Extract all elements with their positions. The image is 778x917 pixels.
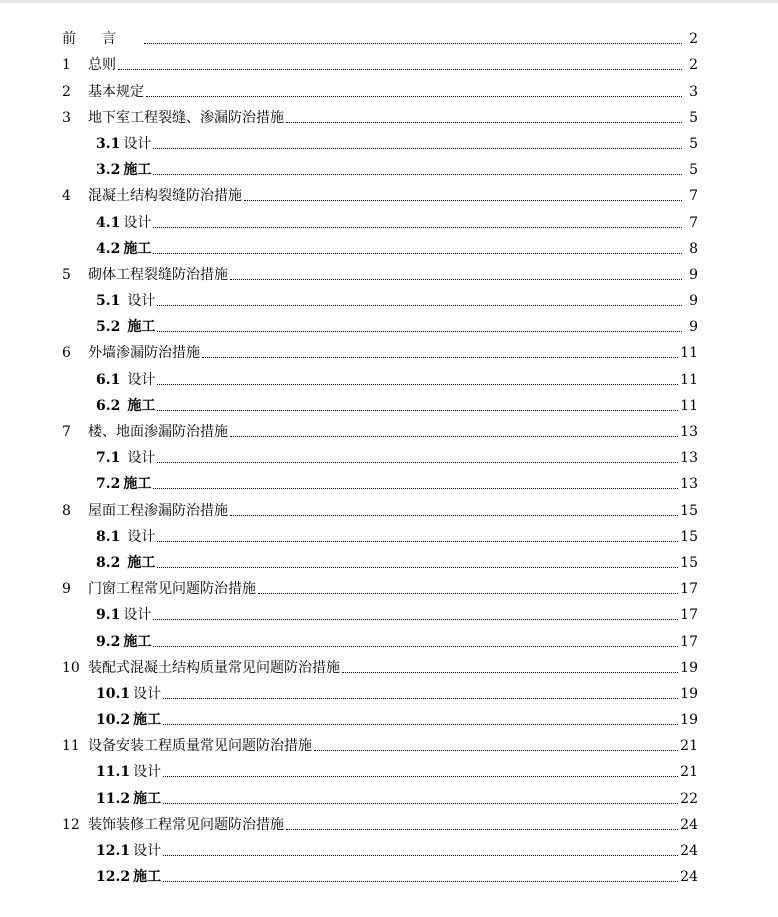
toc-section-entry[interactable] (62, 206, 698, 232)
toc-entry-number: 8 (62, 502, 71, 519)
toc-entry-number: 7.2 (96, 476, 121, 493)
toc-section-entry[interactable] (62, 861, 698, 887)
toc-dot-leader (258, 592, 678, 594)
toc-entry-number: 10.1 (96, 685, 131, 702)
toc-entry-title: 前言 (62, 31, 142, 48)
toc-entry-title: 设计 (133, 764, 162, 781)
toc-dot-leader (157, 330, 682, 332)
toc-page-number: 19 (680, 712, 698, 729)
toc-entry-title: 设计 (127, 528, 156, 545)
toc-chapter-entry[interactable] (62, 573, 698, 599)
toc-entry-number: 2 (62, 83, 71, 100)
toc-page-number: 19 (680, 659, 698, 676)
toc-page-number: 21 (680, 738, 698, 755)
toc-page-number: 13 (680, 476, 698, 493)
toc-entry-title: 施工 (127, 319, 156, 336)
toc-dot-leader (153, 226, 682, 228)
toc-chapter-entry[interactable] (62, 23, 698, 49)
toc-entry-title: 设计 (133, 685, 162, 702)
toc-dot-leader (157, 304, 682, 306)
toc-section-entry[interactable] (62, 233, 698, 259)
toc-dot-leader (163, 697, 678, 699)
toc-dot-leader (153, 487, 678, 489)
toc-section-entry[interactable] (62, 468, 698, 494)
toc-page-number: 17 (680, 581, 698, 598)
toc-page-number: 19 (680, 685, 698, 702)
toc-entry-number: 6.2 (96, 397, 121, 414)
toc-entry-title: 基本规定 (88, 83, 144, 100)
toc-dot-leader (342, 671, 678, 673)
toc-section-entry[interactable] (62, 704, 698, 730)
toc-dot-leader (244, 199, 682, 201)
toc-page-number: 13 (680, 424, 698, 440)
toc-chapter-entry[interactable] (62, 652, 698, 678)
toc-entry-number: 4.2 (96, 240, 121, 257)
toc-dot-leader (314, 749, 678, 751)
toc-dot-leader (163, 880, 678, 882)
toc-entry-title: 楼、地面渗漏防治措施 (88, 424, 228, 440)
toc-chapter-entry[interactable] (62, 75, 698, 101)
toc-dot-leader (157, 383, 678, 385)
toc-dot-leader (163, 802, 678, 804)
toc-chapter-entry[interactable] (62, 180, 698, 206)
toc-section-entry[interactable] (62, 128, 698, 154)
toc-section-entry[interactable] (62, 154, 698, 180)
toc-entry-number: 7 (62, 424, 71, 440)
toc-page-number: 11 (680, 371, 698, 388)
toc-entry-number: 5.1 (96, 293, 121, 310)
toc-entry-title: 装配式混凝土结构质量常见问题防治措施 (88, 659, 340, 676)
toc-entry-number: 11 (62, 738, 80, 755)
toc-entry-number: 11.2 (96, 790, 131, 807)
toc-dot-leader (230, 514, 678, 516)
toc-dot-leader (153, 252, 682, 254)
toc-section-entry[interactable] (62, 363, 698, 389)
toc-entry-title: 设备安装工程质量常见问题防治措施 (88, 738, 312, 755)
toc-dot-leader (157, 540, 678, 542)
toc-page-number: 17 (680, 633, 698, 650)
toc-page-number: 11 (680, 397, 698, 414)
toc-entry-number: 3.2 (96, 162, 121, 179)
toc-section-entry[interactable] (62, 311, 698, 337)
toc-entry-title: 设计 (127, 450, 156, 467)
toc-entry-number: 4.1 (96, 214, 121, 231)
toc-dot-leader (157, 409, 678, 411)
toc-page-number: 15 (680, 528, 698, 545)
toc-entry-title: 设计 (133, 843, 162, 859)
toc-page-number: 22 (680, 790, 698, 807)
toc-page-number: 24 (680, 869, 698, 886)
toc-chapter-entry[interactable] (62, 259, 698, 285)
toc-chapter-entry[interactable] (62, 49, 698, 75)
toc-entry-title: 设计 (127, 371, 156, 388)
toc-page-number: 5 (689, 109, 698, 126)
toc-page-number: 3 (689, 83, 698, 100)
toc-entry-number: 6.1 (96, 371, 121, 388)
toc-page-number: 9 (689, 266, 698, 283)
toc-entry-number: 7.1 (96, 450, 121, 467)
toc-entry-title: 装饰装修工程常见问题防治措施 (88, 816, 284, 833)
toc-section-entry[interactable] (62, 625, 698, 651)
toc-section-entry[interactable] (62, 678, 698, 704)
toc-page-number: 7 (689, 214, 698, 231)
toc-entry-number: 6 (62, 345, 71, 362)
toc-entry-number: 8.1 (96, 528, 121, 545)
toc-dot-leader (153, 645, 678, 647)
toc-entry-title: 施工 (133, 869, 162, 886)
toc-entry-title: 施工 (123, 633, 152, 650)
table-of-contents (62, 23, 698, 887)
toc-entry-title: 设计 (123, 607, 152, 624)
toc-section-entry[interactable] (62, 599, 698, 625)
toc-dot-leader (146, 95, 682, 97)
toc-entry-title: 地下室工程裂缝、渗漏防治措施 (88, 109, 284, 126)
toc-entry-title: 屋面工程渗漏防治措施 (88, 502, 228, 519)
toc-entry-title: 砌体工程裂缝防治措施 (88, 266, 228, 283)
toc-page-number: 5 (689, 135, 698, 152)
toc-dot-leader (286, 828, 678, 830)
toc-dot-leader (230, 278, 682, 280)
toc-page-number: 2 (689, 31, 698, 48)
toc-dot-leader (153, 173, 682, 175)
toc-page-number: 2 (689, 57, 698, 74)
toc-entry-title: 设计 (127, 293, 156, 310)
toc-section-entry[interactable] (62, 782, 698, 808)
toc-page-number: 24 (680, 816, 698, 833)
toc-entry-title: 总则 (88, 57, 116, 74)
toc-page-number: 21 (680, 764, 698, 781)
toc-section-entry[interactable] (62, 756, 698, 782)
toc-dot-leader (118, 68, 682, 70)
toc-entry-number: 5 (62, 266, 71, 283)
toc-section-entry[interactable] (62, 285, 698, 311)
toc-page-number: 5 (689, 162, 698, 179)
toc-entry-number: 8.2 (96, 554, 121, 571)
toc-entry-number: 3 (62, 109, 71, 126)
toc-page-number: 9 (689, 293, 698, 310)
page-top-border (0, 0, 778, 3)
toc-dot-leader (163, 775, 678, 777)
toc-chapter-entry[interactable] (62, 494, 698, 520)
toc-entry-number: 3.1 (96, 135, 121, 152)
toc-entry-number: 9.2 (96, 633, 121, 650)
toc-dot-leader (157, 461, 678, 463)
toc-entry-title: 施工 (127, 554, 156, 571)
toc-dot-leader (163, 723, 678, 725)
toc-entry-title: 施工 (133, 790, 162, 807)
toc-dot-leader (157, 566, 678, 568)
toc-entry-title: 施工 (123, 162, 152, 179)
toc-entry-title: 设计 (123, 135, 152, 152)
toc-entry-number: 4 (62, 188, 71, 205)
toc-entry-number: 12.2 (96, 869, 131, 886)
toc-entry-title: 施工 (127, 397, 156, 414)
toc-entry-title: 施工 (133, 712, 162, 729)
toc-dot-leader (286, 121, 682, 123)
toc-entry-number: 11.1 (96, 764, 131, 781)
toc-page-number: 15 (680, 554, 698, 571)
toc-entry-number: 1 (62, 57, 71, 74)
toc-entry-number: 12 (62, 816, 80, 833)
toc-section-entry[interactable] (62, 835, 698, 861)
toc-section-entry[interactable] (62, 442, 698, 468)
toc-entry-title: 外墙渗漏防治措施 (88, 345, 200, 362)
toc-section-entry[interactable] (62, 390, 698, 416)
toc-entry-number: 12.1 (96, 843, 131, 859)
toc-section-entry[interactable] (62, 547, 698, 573)
toc-entry-title: 施工 (123, 240, 152, 257)
toc-page-number: 17 (680, 607, 698, 624)
toc-page-number: 13 (680, 450, 698, 467)
toc-entry-number: 10.2 (96, 712, 131, 729)
toc-chapter-entry[interactable] (62, 730, 698, 756)
toc-page-number: 9 (689, 319, 698, 336)
toc-entry-title: 施工 (123, 476, 152, 493)
toc-entry-number: 9.1 (96, 607, 121, 624)
toc-dot-leader (230, 435, 678, 437)
toc-chapter-entry[interactable] (62, 337, 698, 363)
toc-entry-number: 9 (62, 581, 71, 598)
toc-entry-title: 门窗工程常见问题防治措施 (88, 581, 256, 598)
toc-entry-number: 10 (62, 659, 80, 676)
toc-dot-leader (144, 42, 682, 44)
toc-entry-title: 设计 (123, 214, 152, 231)
toc-dot-leader (163, 854, 678, 856)
toc-page-number: 24 (680, 843, 698, 859)
toc-page-number: 8 (689, 240, 698, 257)
toc-page-number: 11 (680, 345, 698, 362)
toc-chapter-entry[interactable] (62, 809, 698, 835)
toc-chapter-entry[interactable] (62, 416, 698, 442)
toc-page-number: 7 (689, 188, 698, 205)
toc-entry-title: 混凝土结构裂缝防治措施 (88, 188, 242, 205)
toc-dot-leader (153, 618, 678, 620)
toc-dot-leader (202, 356, 678, 358)
toc-section-entry[interactable] (62, 521, 698, 547)
toc-page-number: 15 (680, 502, 698, 519)
toc-dot-leader (153, 147, 682, 149)
toc-entry-number: 5.2 (96, 319, 121, 336)
toc-chapter-entry[interactable] (62, 102, 698, 128)
